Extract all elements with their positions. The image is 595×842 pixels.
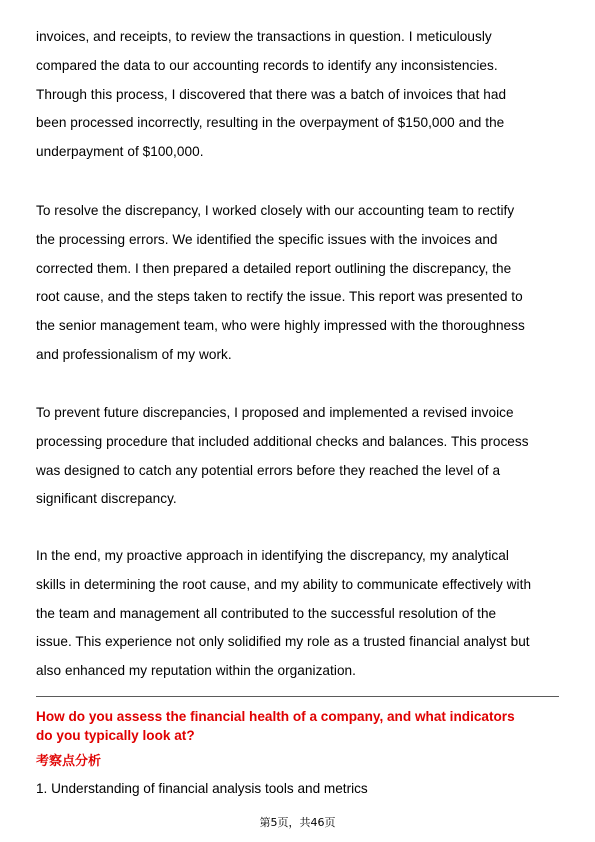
body-paragraph-3 [36, 399, 561, 514]
paragraph-line: corrected them. I then prepared a detailed report outlining the discrepancy, the [36, 260, 512, 276]
paragraph-line: and professionalism of my work. [36, 346, 232, 362]
paragraph-line: the senior management team, who were highly impressed with the thoroughness [36, 318, 525, 334]
paragraph-line: root cause, and the steps taken to rectify the issue. This report was presented to [36, 289, 523, 305]
question-line: How do you assess the financial health of a company, and what indicators [36, 709, 515, 724]
paragraph-line: Through this process, I discovered that there was a batch of invoices that had [36, 86, 507, 102]
paragraph-line: was designed to catch any potential errors before they reached the level of a [36, 462, 501, 478]
question-line: do you typically look at? [36, 727, 195, 743]
paragraph-line: underpayment of $100,000. [36, 144, 204, 160]
paragraph-line: skills in determining the root cause, and my ability to communicate effectively with [36, 576, 532, 592]
section-divider [36, 696, 559, 697]
paragraph-line: significant discrepancy. [36, 491, 177, 507]
paragraph-line: been processed incorrectly, resulting in the overpayment of $150,000 and the [36, 115, 505, 131]
paragraph-line: also enhanced my reputation within the organization. [36, 663, 356, 679]
interview-question [36, 708, 561, 745]
paragraph-line: the team and management all contributed to the successful resolution of the [36, 605, 497, 621]
paragraph-line: the processing errors. We identified the specific issues with the invoices and [36, 231, 498, 247]
paragraph-line: To resolve the discrepancy, I worked closely with our accounting team to rectify [36, 203, 515, 218]
body-paragraph-4 [36, 542, 561, 686]
paragraph-line: In the end, my proactive approach in identifying the discrepancy, my analytical [36, 548, 509, 563]
paragraph-line: invoices, and receipts, to review the transactions in question. I meticulously [36, 29, 492, 44]
analysis-heading: 考察点分析 [36, 754, 102, 769]
paragraph-line: To prevent future discrepancies, I proposed and implemented a revised invoice [36, 405, 514, 420]
body-paragraph-1 [36, 23, 561, 167]
paragraph-line: compared the data to our accounting records to identify any inconsistencies. [36, 57, 498, 73]
page-number: 第5页，共46页 [259, 816, 336, 829]
body-paragraph-2 [36, 197, 561, 370]
list-item: 1. Understanding of financial analysis tools and metrics [36, 781, 368, 796]
paragraph-line: processing procedure that included additional checks and balances. This process [36, 433, 529, 449]
paragraph-line: issue. This experience not only solidified my role as a trusted financial analyst but [36, 634, 530, 650]
